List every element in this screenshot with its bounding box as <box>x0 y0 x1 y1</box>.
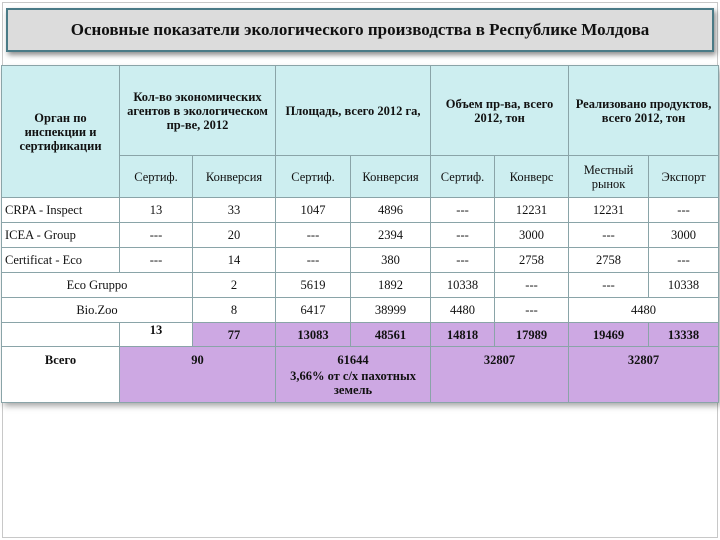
subheader-volume-conv: Конверс <box>495 156 569 198</box>
cell: 13 <box>120 198 193 223</box>
cell: 6417 <box>276 298 351 323</box>
summary-label: Всего <box>2 347 120 403</box>
total-cell: 13 <box>120 323 193 347</box>
total-cell: 48561 <box>351 323 431 347</box>
total-cell: 14818 <box>431 323 495 347</box>
cell: --- <box>649 198 719 223</box>
total-cell: 13083 <box>276 323 351 347</box>
header-area: Площадь, всего 2012 га, <box>276 66 431 156</box>
subheader-agents-conv: Конверсия <box>193 156 276 198</box>
cell: --- <box>495 273 569 298</box>
row-org: Eco Gruppo <box>2 273 193 298</box>
cell: --- <box>495 298 569 323</box>
total-cell: 17989 <box>495 323 569 347</box>
cell: --- <box>431 248 495 273</box>
row-org: CRPA - Inspect <box>2 198 120 223</box>
cell <box>2 323 120 347</box>
cell: 12231 <box>495 198 569 223</box>
cell: --- <box>276 223 351 248</box>
cell: 2394 <box>351 223 431 248</box>
page-title <box>6 8 714 52</box>
subheader-volume-cert: Сертиф. <box>431 156 495 198</box>
cell: --- <box>569 223 649 248</box>
cell: 12231 <box>569 198 649 223</box>
cell: --- <box>649 248 719 273</box>
total-cell: 13338 <box>649 323 719 347</box>
header-sold: Реализовано продуктов, всего 2012, тон <box>569 66 719 156</box>
cell: 33 <box>193 198 276 223</box>
subheader-export: Экспорт <box>649 156 719 198</box>
summary-agents: 90 <box>120 347 276 403</box>
cell: 38999 <box>351 298 431 323</box>
summary-row <box>2 347 719 403</box>
subheader-agents-cert: Сертиф. <box>120 156 193 198</box>
cell: 2 <box>193 273 276 298</box>
row-org: Certificat - Eco <box>2 248 120 273</box>
cell: --- <box>276 248 351 273</box>
cell: 4896 <box>351 198 431 223</box>
table-row <box>2 198 719 223</box>
cell: --- <box>431 223 495 248</box>
summary-area <box>276 347 431 403</box>
totals-row <box>2 323 719 347</box>
cell: 380 <box>351 248 431 273</box>
cell: 3000 <box>649 223 719 248</box>
data-table-wrapper <box>1 65 718 402</box>
cell: --- <box>120 223 193 248</box>
cell: 4480 <box>431 298 495 323</box>
row-org: Bio.Zoo <box>2 298 193 323</box>
cell: 8 <box>193 298 276 323</box>
subheader-area-cert: Сертиф. <box>276 156 351 198</box>
cell: 14 <box>193 248 276 273</box>
cell: 1892 <box>351 273 431 298</box>
cell: --- <box>431 198 495 223</box>
table-row <box>2 298 719 323</box>
table-row <box>2 248 719 273</box>
row-org: ICEA - Group <box>2 223 120 248</box>
total-cell: 19469 <box>569 323 649 347</box>
cell: 5619 <box>276 273 351 298</box>
cell: --- <box>569 273 649 298</box>
cell: 10338 <box>649 273 719 298</box>
table-row <box>2 273 719 298</box>
header-organ: Орган по инспекции и сертификации <box>2 66 120 198</box>
data-table <box>1 65 719 403</box>
subheader-area-conv: Конверсия <box>351 156 431 198</box>
cell: 3000 <box>495 223 569 248</box>
header-agents: Кол-во экономических агентов в экологическом пр-ве, 2012 <box>120 66 276 156</box>
cell: 10338 <box>431 273 495 298</box>
cell: --- <box>120 248 193 273</box>
summary-volume: 32807 <box>431 347 569 403</box>
table-row <box>2 223 719 248</box>
subheader-local: Местный рынок <box>569 156 649 198</box>
cell: 2758 <box>569 248 649 273</box>
summary-sold: 32807 <box>569 347 719 403</box>
header-volume: Объем пр-ва, всего 2012, тон <box>431 66 569 156</box>
cell: 20 <box>193 223 276 248</box>
summary-area-note: 3,66% от с/х пахотных земель <box>290 369 416 397</box>
cell: 2758 <box>495 248 569 273</box>
summary-area-value: 61644 <box>337 353 369 367</box>
cell: 1047 <box>276 198 351 223</box>
total-cell: 77 <box>193 323 276 347</box>
cell: 4480 <box>569 298 719 323</box>
title-text: Основные показатели экологического производства в Республике Молдова <box>70 20 650 39</box>
